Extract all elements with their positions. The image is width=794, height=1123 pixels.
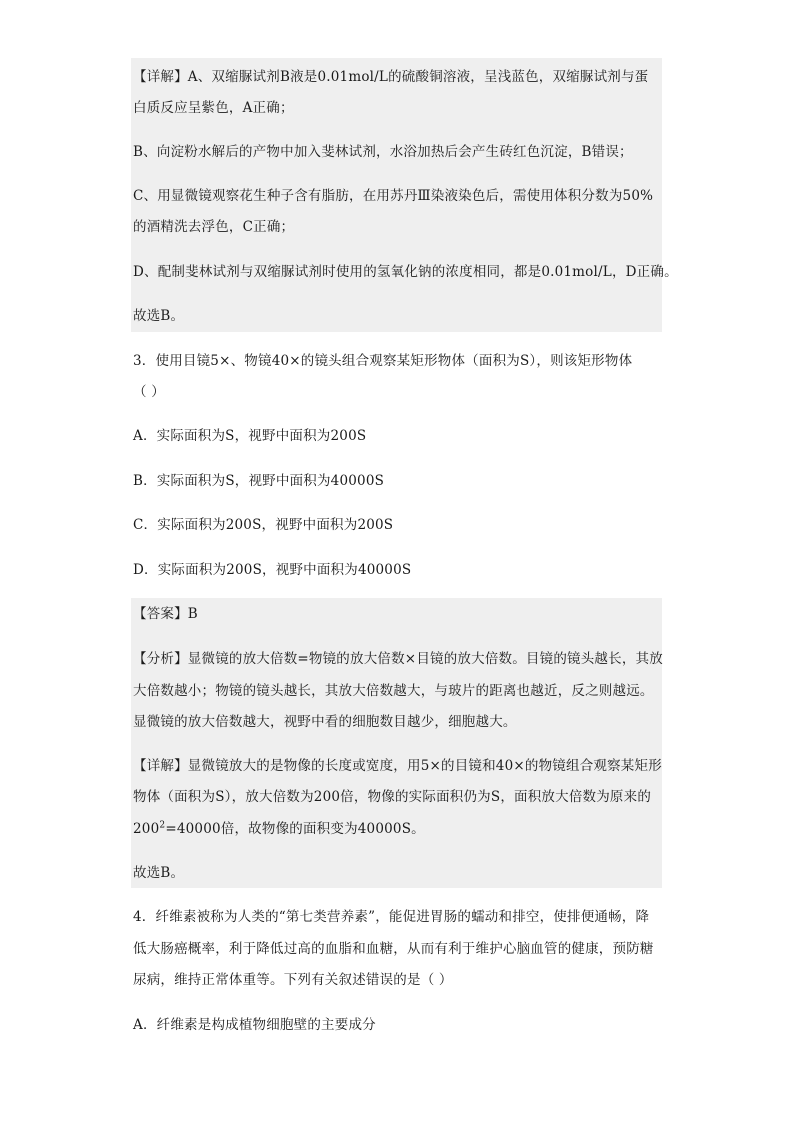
question-4-stem: 4．纤维素被称为人类的“第七类营养素”，能促进胃肠的蠕动和排空，使排便通畅，降: [133, 909, 650, 925]
detail-line: 【详解】A、双缩脲试剂B液是0.01mol/L的硫酸铜溶液，呈浅蓝色，双缩脲试剂与蛋: [133, 69, 649, 85]
analysis-line: 大倍数越小；物镜的镜头越长，其放大倍数越大，与玻片的距离也越近，反之则越远。: [133, 683, 654, 699]
question-4-stem: 尿病，维持正常体重等。下列有关叙述错误的是（ ）: [133, 972, 453, 988]
question-3-blank: （ ）: [133, 384, 165, 400]
question-3-option-b: B．实际面积为S，视野中面积为40000S: [133, 473, 385, 489]
question-3-stem: 3．使用目镜5×、物镜40×的镜头组合观察某矩形物体（面积为S），则该矩形物体: [133, 353, 633, 369]
detail-line: 的酒精洗去浮色，C正确；: [133, 219, 295, 235]
conclusion-line: 故选B。: [133, 865, 185, 881]
question-3-option-c: C．实际面积为200S，视野中面积为200S: [133, 517, 394, 533]
detail-line: D、配制斐林试剂与双缩脲试剂时使用的氢氧化钠的浓度相同，都是0.01mol/L，D正确。: [133, 264, 678, 280]
question-3-option-d: D．实际面积为200S，视野中面积为40000S: [133, 562, 412, 578]
question-4-option-a: A．纤维素是构成植物细胞壁的主要成分: [133, 1017, 376, 1033]
explanation-block-2: [131, 598, 662, 888]
analysis-line: 【分析】显微镜的放大倍数=物镜的放大倍数×目镜的放大倍数。目镜的镜头越长，其放: [133, 651, 663, 667]
answer-line: 【答案】B: [133, 606, 198, 622]
conclusion-line: 故选B。: [133, 308, 185, 324]
detail-line: [133, 820, 425, 838]
detail-line: B、向淀粉水解后的产物中加入斐林试剂，水浴加热后会产生砖红色沉淀，B错误；: [133, 144, 633, 160]
analysis-line: 显微镜的放大倍数越大，视野中看的细胞数目越少，细胞越大。: [133, 714, 517, 730]
detail-exponent: 2: [159, 820, 166, 831]
detail-line: 【详解】显微镜放大的是物像的长度或宽度，用5×的目镜和40×的物镜组合观察某矩形: [133, 758, 662, 774]
question-3-option-a: A．实际面积为S，视野中面积为200S: [133, 428, 367, 444]
detail-rest: =40000倍，故物像的面积变为40000S。: [165, 821, 425, 837]
question-4-stem: 低大肠癌概率，利于降低过高的血脂和血糖，从而有利于维护心脑血管的健康，预防糖: [133, 941, 654, 957]
detail-line: C、用显微镜观察花生种子含有脂肪，在用苏丹Ⅲ染液染色后，需使用体积分数为50%: [133, 188, 654, 204]
detail-base: 200: [133, 821, 160, 837]
detail-line: 白质反应呈紫色，A正确；: [133, 100, 294, 116]
detail-line: 物体（面积为S），放大倍数为200倍，物像的实际面积仍为S，面积放大倍数为原来的: [133, 789, 652, 805]
